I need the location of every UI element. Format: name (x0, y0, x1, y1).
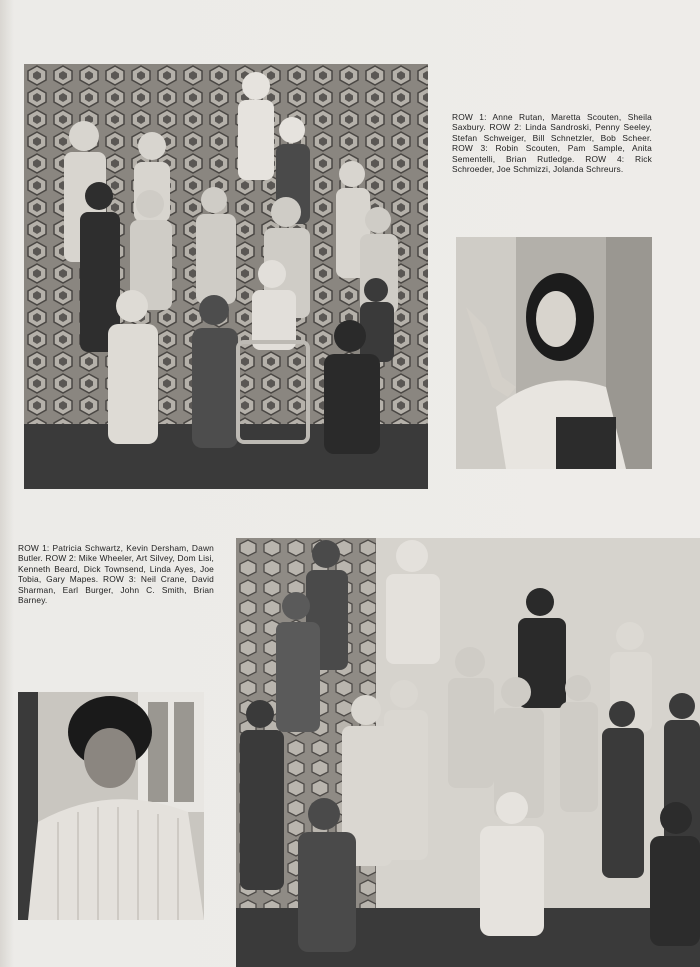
portrait-photo-woman (456, 237, 652, 469)
caption-top: ROW 1: Anne Rutan, Maretta Scouten, Sheila Saxbury. ROW 2: Linda Sandroski, Penny Seeley, Stefan Schweiger, Bill Schnetzler, Bob Scheer. ROW 3: Robin Scouten, Pam Sample, Anita Sementelli, Brian Rutledge. ROW 4: Rick Schroeder, Joe Schmizzi, Jolanda Schreurs. (452, 112, 652, 175)
group-photo-bottom (236, 538, 700, 967)
portrait-photo-boy (18, 692, 204, 920)
group-photo-top (24, 64, 428, 489)
caption-bottom: ROW 1: Patricia Schwartz, Kevin Dersham, Dawn Butler. ROW 2: Mike Wheeler, Art Silvey, Dom Lisi, Kenneth Beard, Dick Townsend, Linda Ayes, Joe Tobia, Gary Mapes. ROW 3: Neil Crane, David Sharman, Earl Burger, John C. Smith, Brian Barney. (18, 543, 214, 606)
